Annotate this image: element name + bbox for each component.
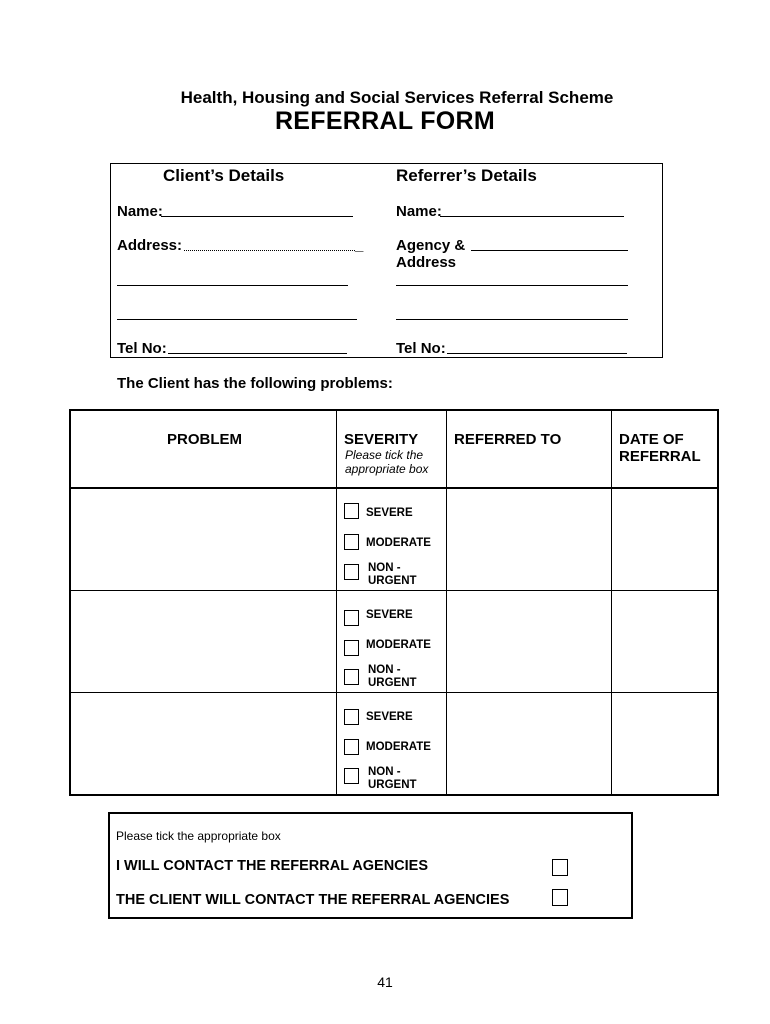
client-details-heading: Client’s Details bbox=[163, 166, 285, 185]
referrer-address-label: Address bbox=[396, 254, 457, 271]
contact-hint: Please tick the appropriate box bbox=[116, 829, 281, 843]
client-address-line-2[interactable] bbox=[117, 285, 348, 286]
non-urgent-label-line1: NON - bbox=[368, 562, 401, 574]
referred-to-cell-1[interactable] bbox=[447, 488, 611, 590]
non-urgent-label-line2: URGENT bbox=[368, 575, 417, 587]
problem-cell-3[interactable] bbox=[71, 693, 336, 792]
referrer-tel-field[interactable] bbox=[447, 353, 627, 354]
severe-checkbox-2[interactable] bbox=[344, 610, 359, 626]
non-urgent-checkbox-1[interactable] bbox=[344, 564, 359, 580]
problem-cell-1[interactable] bbox=[71, 488, 336, 590]
date-cell-1[interactable] bbox=[612, 488, 715, 590]
client-name-field[interactable] bbox=[161, 216, 353, 217]
severity-hint-line2: appropriate box bbox=[345, 462, 429, 476]
column-header-severity: SEVERITY bbox=[344, 431, 419, 448]
moderate-checkbox-2[interactable] bbox=[344, 640, 359, 656]
column-header-referred-to: REFERRED TO bbox=[454, 431, 562, 448]
date-cell-3[interactable] bbox=[612, 693, 715, 792]
referred-to-cell-2[interactable] bbox=[447, 591, 611, 692]
client-address-label: Address: bbox=[117, 237, 183, 254]
client-address-line-3[interactable] bbox=[117, 319, 357, 320]
moderate-label: MODERATE bbox=[366, 537, 431, 549]
severe-label: SEVERE bbox=[366, 609, 413, 621]
form-subtitle: Health, Housing and Social Services Referral Scheme bbox=[180, 88, 614, 107]
non-urgent-label-line1: NON - bbox=[368, 664, 401, 676]
referred-to-cell-3[interactable] bbox=[447, 693, 611, 792]
moderate-checkbox-1[interactable] bbox=[344, 534, 359, 550]
page-number: 41 bbox=[377, 974, 393, 990]
severe-label: SEVERE bbox=[366, 507, 413, 519]
moderate-label: MODERATE bbox=[366, 741, 431, 753]
referrer-agency-label: Agency & bbox=[396, 237, 466, 254]
referrer-name-field[interactable] bbox=[440, 216, 624, 217]
date-cell-2[interactable] bbox=[612, 591, 715, 692]
client-address-field[interactable] bbox=[184, 250, 355, 251]
form-title: REFERRAL FORM bbox=[274, 107, 496, 135]
client-tel-field[interactable] bbox=[168, 353, 347, 354]
non-urgent-label-line2: URGENT bbox=[368, 779, 417, 791]
referrer-address-line-3[interactable] bbox=[396, 319, 628, 320]
non-urgent-label-line1: NON - bbox=[368, 766, 401, 778]
client-address-trailing: _ bbox=[355, 237, 364, 254]
option-client-will-contact-checkbox[interactable] bbox=[552, 889, 568, 906]
moderate-checkbox-3[interactable] bbox=[344, 739, 359, 755]
option-i-will-contact-checkbox[interactable] bbox=[552, 859, 568, 876]
option-i-will-contact-label: I WILL CONTACT THE REFERRAL AGENCIES bbox=[116, 858, 429, 874]
option-client-will-contact-label: THE CLIENT WILL CONTACT THE REFERRAL AGENCIES bbox=[116, 892, 510, 908]
severe-checkbox-3[interactable] bbox=[344, 709, 359, 725]
severity-hint-line1: Please tick the bbox=[345, 448, 424, 462]
problems-table bbox=[69, 409, 719, 796]
column-header-date-line2: REFERRAL bbox=[619, 448, 701, 465]
severe-checkbox-1[interactable] bbox=[344, 503, 359, 519]
details-box bbox=[110, 163, 663, 358]
non-urgent-label-line2: URGENT bbox=[368, 677, 417, 689]
problem-cell-2[interactable] bbox=[71, 591, 336, 692]
client-tel-label: Tel No: bbox=[117, 340, 167, 357]
moderate-label: MODERATE bbox=[366, 639, 431, 651]
referrer-agency-field[interactable] bbox=[471, 250, 628, 251]
column-header-date-line1: DATE OF bbox=[619, 431, 684, 448]
column-divider bbox=[336, 411, 337, 794]
non-urgent-checkbox-3[interactable] bbox=[344, 768, 359, 784]
non-urgent-checkbox-2[interactable] bbox=[344, 669, 359, 685]
referrer-name-label: Name: bbox=[396, 203, 442, 220]
problems-intro: The Client has the following problems: bbox=[117, 375, 393, 392]
referrer-details-heading: Referrer’s Details bbox=[396, 166, 537, 185]
severe-label: SEVERE bbox=[366, 711, 413, 723]
referrer-address-line-2[interactable] bbox=[396, 285, 628, 286]
referrer-tel-label: Tel No: bbox=[396, 340, 446, 357]
column-header-problem: PROBLEM bbox=[167, 431, 242, 448]
client-name-label: Name: bbox=[117, 203, 163, 220]
